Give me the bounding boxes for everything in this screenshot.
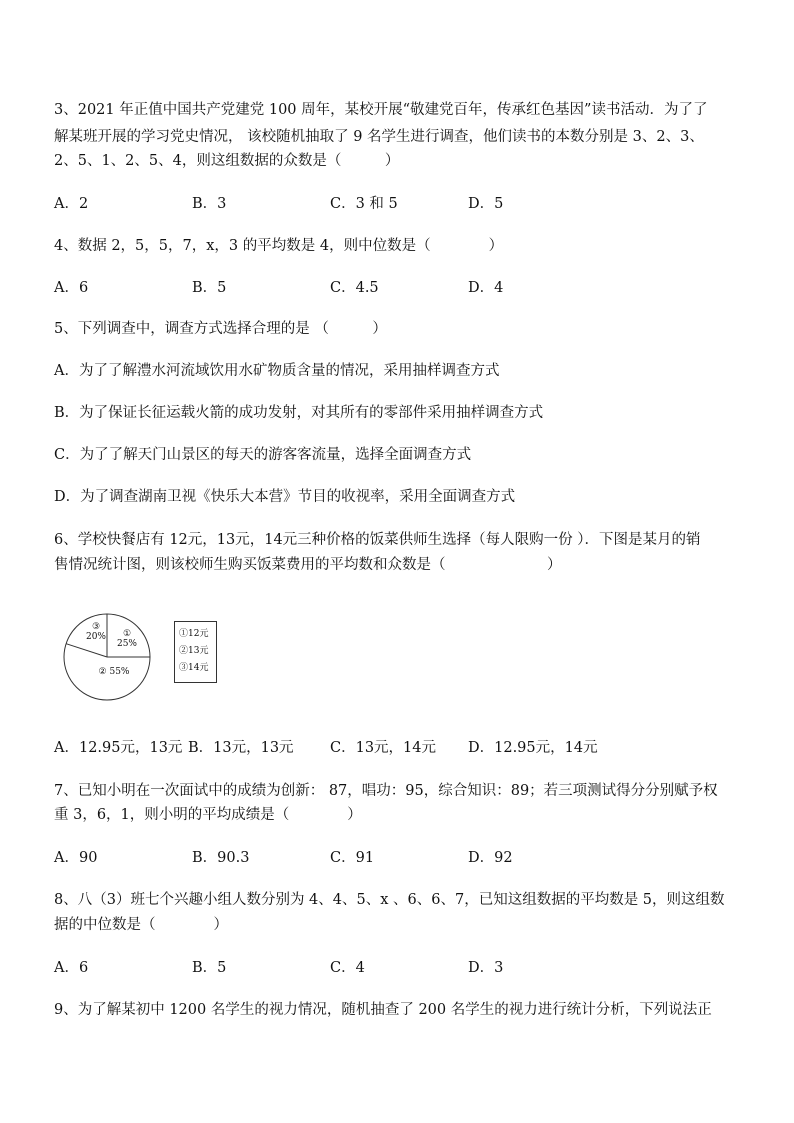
question-7-line-2: 重 3，6，1，则小明的平均成绩是（ ） (54, 807, 362, 823)
slice-3-mark: ③ (91, 622, 101, 632)
slice-1-mark: ① (122, 629, 132, 639)
question-4-option-d: D．4 (468, 280, 504, 296)
question-8-line-2: 据的中位数是（ ） (54, 917, 228, 933)
question-6-option-a: A．12.95元，13元 (54, 740, 183, 756)
question-7-option-c: C．91 (330, 850, 375, 866)
question-8-option-a: A．6 (54, 960, 89, 976)
question-9-line-1: 9、为了解某初中 1200 名学生的视力情况，随机抽查了 200 名学生的视力进行统计分析，下列说法正 (54, 1002, 712, 1018)
slice-1-label (112, 629, 142, 649)
question-4-line-1: 4、数据 2，5，5，7，x，3 的平均数是 4，则中位数是（ ） (54, 238, 504, 254)
question-5-line-1: 5、下列调查中，调查方式选择合理的是 （ ） (54, 321, 387, 337)
question-8-option-d: D．3 (468, 960, 504, 976)
question-8-option-b: B．5 (192, 960, 227, 976)
slice-3-percent: 20% (85, 632, 106, 642)
slice-2-label (92, 667, 136, 677)
question-7-option-a: A．90 (54, 850, 98, 866)
question-3-line-1: 3、2021 年正值中国共产党建党 100 周年，某校开展“敬建党百年，传承红色基因”读书活动．为了了 (54, 102, 708, 118)
legend-item-12: ①12元 (179, 629, 209, 639)
question-8-option-c: C．4 (330, 960, 365, 976)
question-6-line-1: 6、学校快餐店有 12元，13元，14元三种价格的饭菜供师生选择（每人限购一份 ）．下图是某月的销 (54, 532, 701, 548)
slice-1-percent: 25% (116, 639, 137, 649)
question-6-line-2: 售情况统计图，则该校师生购买饭菜费用的平均数和众数是（ ） (54, 557, 562, 573)
question-5-option-b: B．为了保证长征运载火箭的成功发射，对其所有的零部件采用抽样调查方式 (54, 405, 544, 421)
question-5-option-a: A．为了了解澧水河流域饮用水矿物质含量的情况，采用抽样调查方式 (54, 363, 500, 379)
question-3-option-c: C．3 和 5 (330, 196, 398, 212)
question-8-line-1: 8、八（3）班七个兴趣小组人数分别为 4、4、5、x 、6、6、7，已知这组数据的平均数是 5，则这组数 (54, 892, 725, 908)
question-7-option-d: D．92 (468, 850, 513, 866)
question-3-option-b: B．3 (192, 196, 227, 212)
pie-legend (174, 621, 217, 683)
slice-2-mark: ② (98, 667, 107, 677)
question-6-option-c: C．13元，14元 (330, 740, 436, 756)
slice-3-label (84, 622, 108, 642)
question-5-option-c: C．为了了解天门山景区的每天的游客客流量，选择全面调查方式 (54, 447, 472, 463)
question-3-option-a: A．2 (54, 196, 89, 212)
question-3-line-3: 2、5、1、2、5、4，则这组数据的众数是（ ） (54, 153, 400, 169)
question-4-option-a: A．6 (54, 280, 89, 296)
question-6-option-d: D．12.95元，14元 (468, 740, 598, 756)
question-7-option-b: B．90.3 (192, 850, 250, 866)
question-6-option-b: B．13元，13元 (188, 740, 294, 756)
question-3-line-2: 解某班开展的学习党史情况， 该校随机抽取了 9 名学生进行调查，他们读书的本数分别是 3、2、3、 (54, 129, 704, 145)
legend-item-14: ③14元 (179, 663, 209, 673)
pie-chart-svg (62, 609, 162, 709)
question-3-option-d: D．5 (468, 196, 504, 212)
question-4-option-b: B．5 (192, 280, 227, 296)
question-4-option-c: C．4.5 (330, 280, 379, 296)
question-5-option-d: D．为了调查湖南卫视《快乐大本营》节目的收视率，采用全面调查方式 (54, 489, 516, 505)
legend-item-13: ②13元 (179, 646, 209, 656)
question-7-line-1: 7、已知小明在一次面试中的成绩为创新： 87，唱功：95，综合知识：89；若三项测试得分分别赋予权 (54, 783, 718, 799)
slice-2-percent: 55% (109, 667, 130, 677)
pie-chart (62, 609, 162, 709)
